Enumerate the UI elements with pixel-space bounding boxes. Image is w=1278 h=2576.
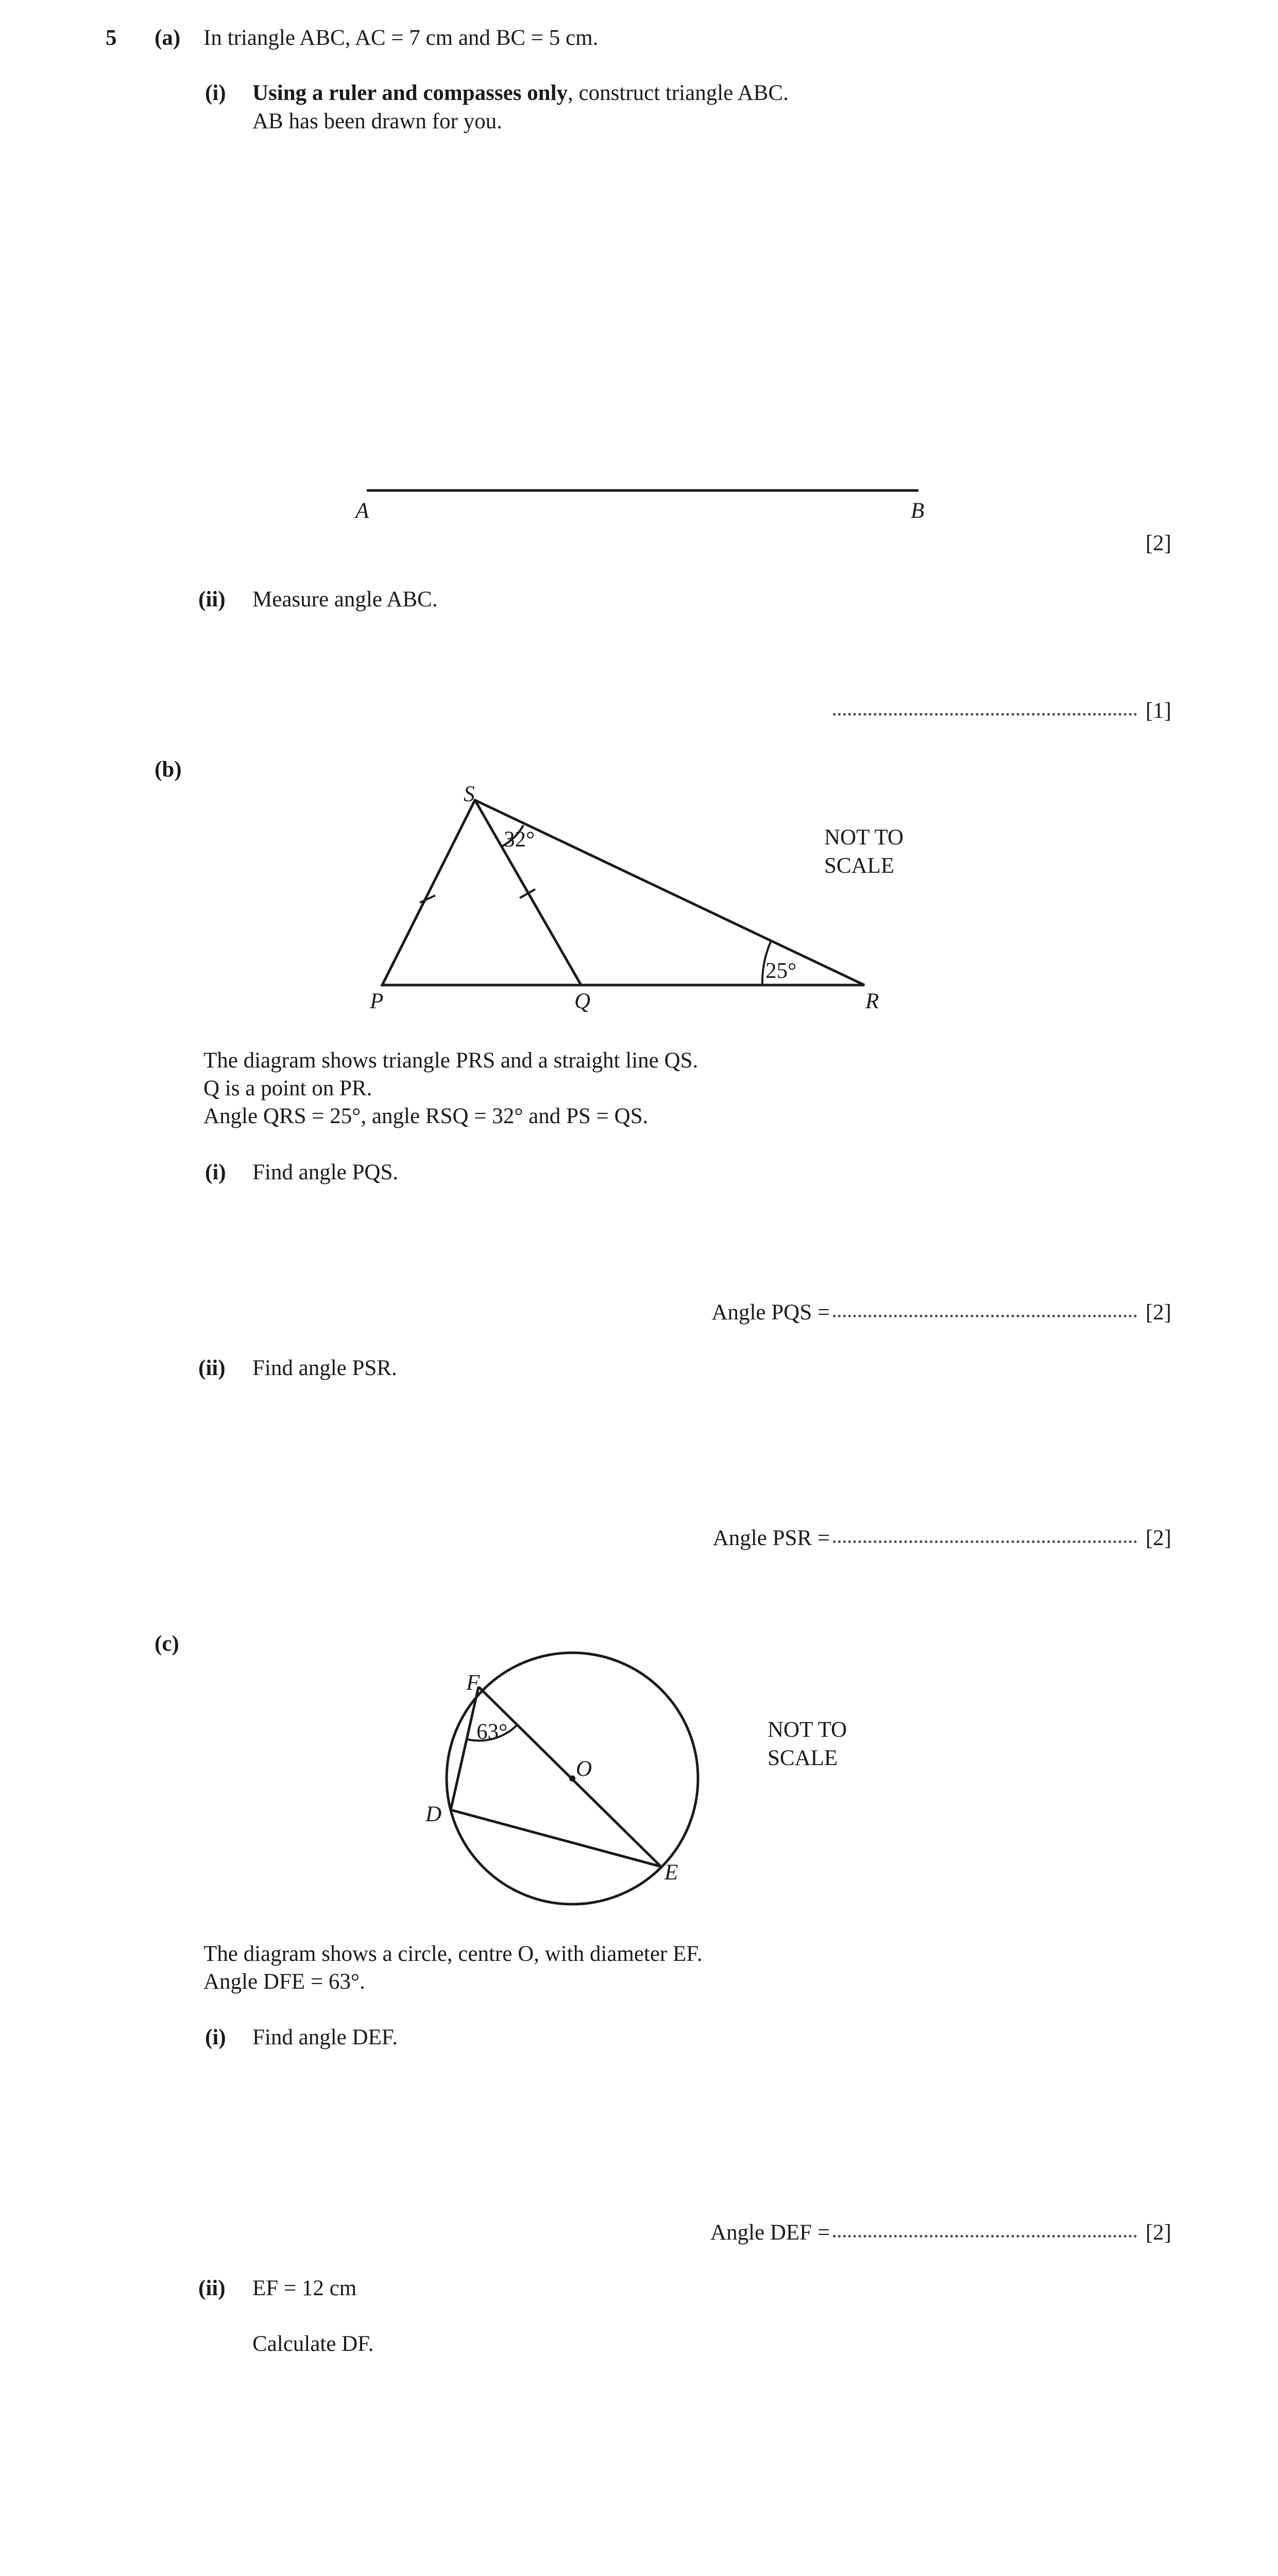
part-b-ii-label: (ii) [198,1356,226,1380]
point-r-label: R [865,989,879,1013]
point-o-label: O [576,1757,592,1781]
diameter-ef [479,1687,661,1867]
part-b-i-text: Find angle PQS. [252,1160,399,1184]
part-b-i-answer-label: Angle PQS = [711,1300,830,1325]
point-p-label: P [370,989,384,1013]
part-b-desc3: Angle QRS = 25°, angle RSQ = 32° and PS = QS. [203,1104,649,1128]
point-s-label: S [464,782,475,806]
not-to-scale-c-line2: SCALE [768,1746,838,1770]
part-c-desc2: Angle DFE = 63°. [203,1970,365,1994]
answer-dotted-line[interactable] [833,1315,1137,1317]
circle-diagram [0,1623,1278,1911]
part-b-ii-answer-line [713,1525,1171,1552]
point-e-label: E [664,1860,678,1885]
answer-dotted-line[interactable] [833,1540,1137,1543]
part-a-ii-text: Measure angle ABC. [252,587,438,612]
part-b-desc1: The diagram shows triangle PRS and a straight line QS. [203,1048,698,1073]
part-a-i-line2: AB has been drawn for you. [252,109,502,133]
part-c-ii-text: EF = 12 cm [252,2276,357,2300]
part-a-i-rest-text: , construct triangle ABC. [568,81,789,105]
part-b-i-answer-line [711,1299,1171,1326]
chord-fd [451,1687,479,1810]
answer-dotted-line[interactable] [833,2235,1137,2238]
part-b-ii-answer-label: Angle PSR = [712,1526,830,1550]
part-a-i-bold-text: Using a ruler and compasses only [252,81,568,105]
question-number: 5 [106,26,117,50]
part-c-i-text: Find angle DEF. [252,2025,398,2049]
part-a-intro: In triangle ABC, AC = 7 cm and BC = 5 cm. [203,26,599,50]
point-b-label: B [911,499,925,523]
angle-s-label: 32° [504,827,535,852]
part-b-label: (b) [155,757,182,782]
part-c-i-answer-line [710,2219,1171,2246]
part-c-label: (c) [155,1632,179,1656]
triangle-prs [382,800,864,985]
part-a-label: (a) [155,26,181,50]
part-b-ii-mark: [2] [1145,1526,1171,1550]
part-b-desc2: Q is a point on PR. [203,1076,372,1100]
point-f-label: F [466,1671,480,1695]
not-to-scale-c-line1: NOT TO [768,1718,847,1742]
part-c-i-answer-label: Angle DEF = [710,2221,830,2245]
centre-point-o [569,1775,575,1782]
part-b-ii-text: Find angle PSR. [252,1356,397,1380]
part-a-ii-mark: [1] [1145,699,1171,723]
point-q-label: Q [574,989,591,1013]
part-a-i-mark: [2] [1145,531,1171,555]
not-to-scale-b-line1: NOT TO [824,825,904,850]
chord-de [451,1810,661,1867]
point-a-label: A [355,499,369,523]
part-a-ii-answer-line [830,698,1171,724]
part-c-i-mark: [2] [1145,2221,1171,2245]
part-c-ii-label: (ii) [198,2276,226,2300]
point-d-label: D [425,1802,442,1826]
part-b-i-mark: [2] [1145,1300,1171,1325]
answer-dotted-line[interactable] [833,713,1137,716]
part-a-i-label: (i) [205,81,226,105]
line-ab-diagram [0,0,1278,567]
part-c-i-label: (i) [205,2025,226,2049]
part-b-i-label: (i) [205,1160,226,1184]
triangle-prs-diagram [0,762,1278,1030]
angle-f-label: 63° [476,1720,508,1744]
part-c-ii-text2: Calculate DF. [252,2332,374,2356]
not-to-scale-b-line2: SCALE [824,854,895,878]
angle-r-label: 25° [765,959,797,983]
part-a-ii-label: (ii) [198,587,226,612]
part-c-desc1: The diagram shows a circle, centre O, with diameter EF. [203,1942,703,1966]
